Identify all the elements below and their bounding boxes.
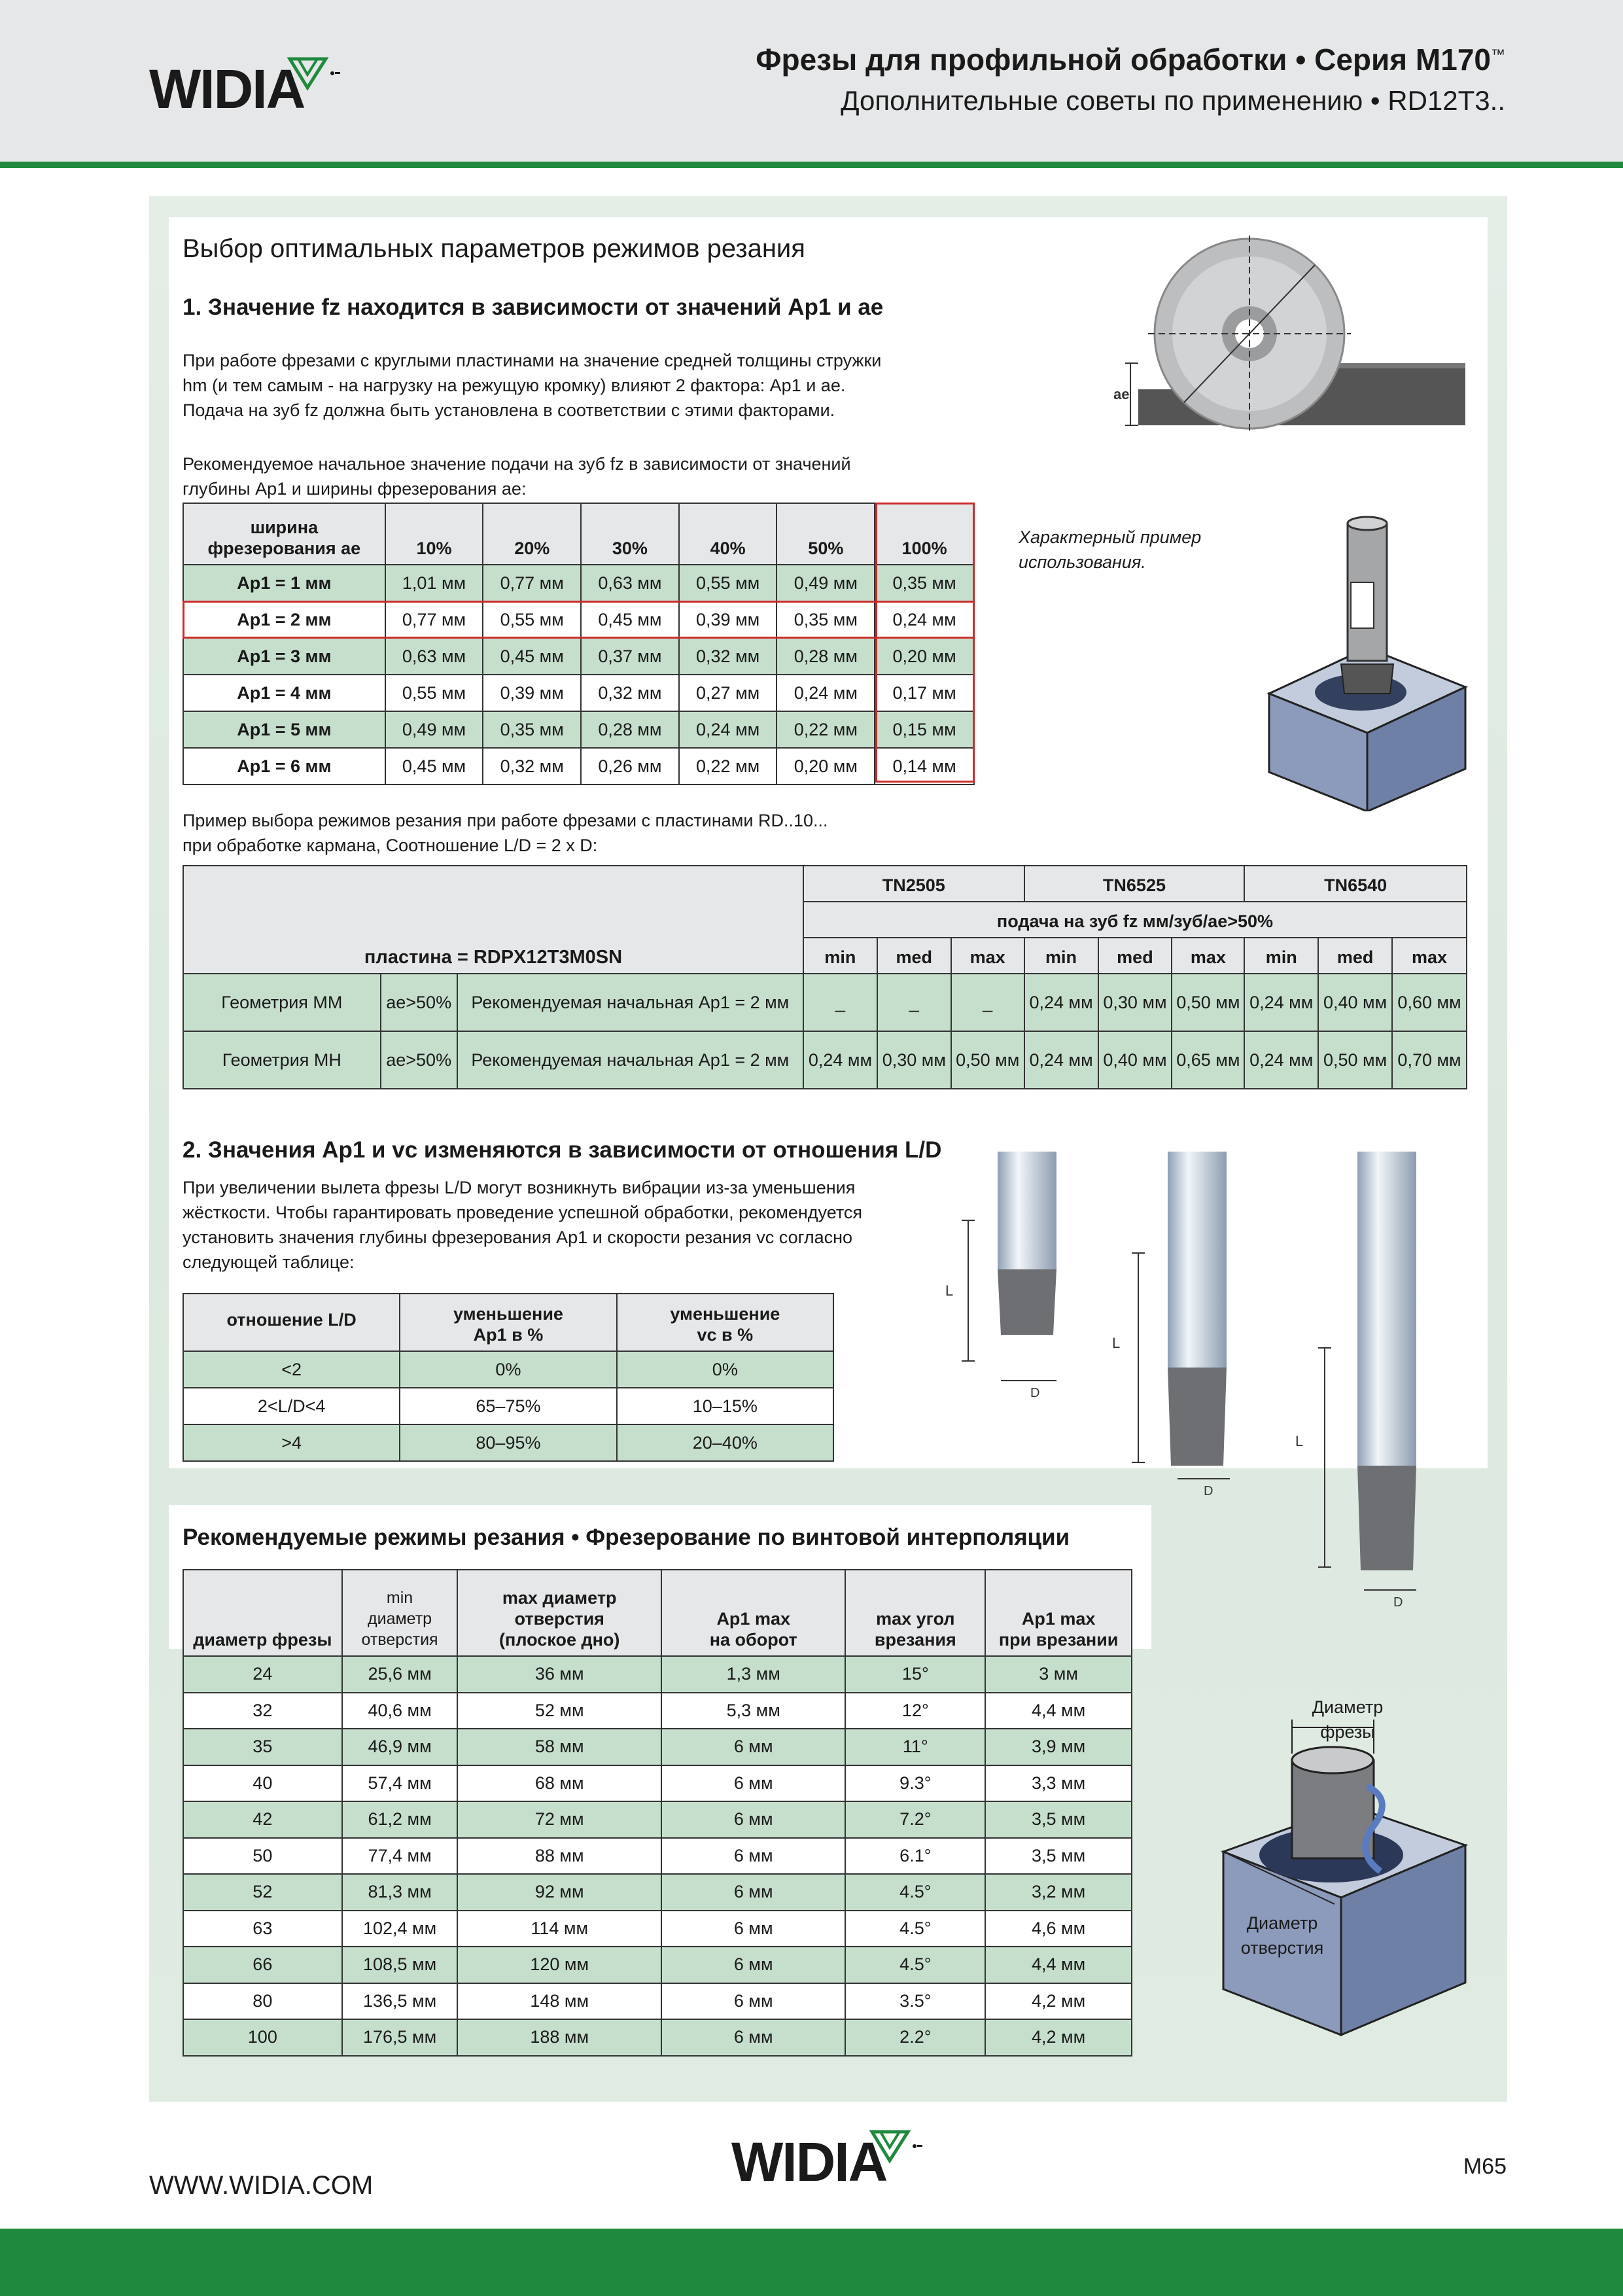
table-row (183, 1983, 1132, 2020)
cell: 6 мм (661, 1801, 845, 1838)
subcol-header: min (803, 938, 877, 974)
cell: 77,4 мм (342, 1838, 458, 1875)
table-row (183, 1693, 1132, 1729)
section1-paragraph-1 (183, 348, 1033, 423)
cell: 20–40% (617, 1424, 833, 1461)
cell: 136,5 мм (342, 1983, 458, 2020)
insert-header: пластина = RDPX12T3M0SN (183, 866, 803, 974)
cell: 176,5 мм (342, 2019, 458, 2056)
logo-triangle-icon (869, 2127, 928, 2166)
cell: 4.5° (845, 1947, 985, 1983)
cell: 4.5° (845, 1874, 985, 1911)
cell: 0,55 мм (483, 601, 581, 638)
geometry-cell: Геометрия MH (183, 1031, 381, 1089)
cell: 120 мм (457, 1947, 661, 1983)
section3-heading: Рекомендуемые режимы резания • Фрезерование по винтовой интерполяции (183, 1525, 1070, 1550)
cell: 6 мм (661, 1838, 845, 1875)
cell: 0,27 мм (679, 675, 777, 711)
label-line: Диаметр (1312, 1697, 1384, 1717)
cell: 12° (845, 1693, 985, 1729)
grade-header: TN6540 (1244, 866, 1467, 902)
header-line: отношение L/D (226, 1310, 357, 1330)
cell: 0% (400, 1351, 616, 1388)
ld-header (400, 1294, 616, 1351)
caption-line: Характерный пример (1019, 527, 1202, 547)
grade-table (183, 865, 1467, 1089)
trademark: ™ (1491, 46, 1505, 63)
cell: 52 (183, 1874, 342, 1911)
cell: 6 мм (661, 1947, 845, 1983)
rec-cell: Рекомендуемая начальная Ap1 = 2 мм (457, 974, 803, 1031)
subcol-header: max (951, 938, 1024, 974)
header-line: уменьшение (670, 1304, 780, 1324)
header-line: Ap1 max (1021, 1609, 1096, 1629)
cell: 3,5 мм (985, 1801, 1132, 1838)
table-row (183, 1729, 1132, 1765)
cell: 35 (183, 1729, 342, 1765)
cell: 6.1° (845, 1838, 985, 1875)
cell: 0,45 мм (385, 748, 483, 785)
cell: 4,6 мм (985, 1911, 1132, 1947)
cell: 0,20 мм (777, 748, 875, 785)
cell: 0,35 мм (483, 711, 581, 748)
cell: 0,30 мм (1098, 974, 1172, 1031)
cell: 0,77 мм (483, 565, 581, 601)
header-line: врезания (874, 1630, 956, 1650)
cell: <2 (183, 1351, 400, 1388)
cell: 0,32 мм (679, 638, 777, 675)
cell: 6 мм (661, 1911, 845, 1947)
table-row (183, 1947, 1132, 1983)
label-line: фрезы (1320, 1722, 1375, 1742)
cell: 63 (183, 1911, 342, 1947)
subcol-header: min (1024, 938, 1098, 974)
para-line: установить значения глубины фрезерования Ap1 и скорости резания vc согласно (183, 1227, 853, 1247)
fz-col-header: 100% (875, 503, 974, 565)
geometry-cell: Геометрия MM (183, 974, 381, 1031)
cell: 6 мм (661, 1765, 845, 1802)
length-label: L (945, 1282, 954, 1299)
ld-header (617, 1294, 833, 1351)
header-line: диаметр (368, 1610, 432, 1628)
header-line: Ap1 max (716, 1609, 790, 1629)
helix-header (457, 1570, 661, 1656)
cell: 0,35 мм (777, 601, 875, 638)
cell: 0,22 мм (679, 748, 777, 785)
cell: 0,24 мм (875, 601, 974, 638)
helix-header (342, 1570, 458, 1656)
para-line: Пример выбора режимов резания при работе фрезами с пластинами RD..10... (183, 811, 828, 830)
header-line: на оборот (709, 1630, 797, 1650)
footer-bar (0, 2229, 1623, 2296)
cell: 0,65 мм (1172, 1031, 1244, 1089)
cell: 1,3 мм (661, 1656, 845, 1693)
table-row (183, 1911, 1132, 1947)
cell: 0,45 мм (581, 601, 679, 638)
diameter-label: D (1030, 1386, 1040, 1400)
cell: 2<L/D<4 (183, 1388, 400, 1424)
cell: 0,32 мм (483, 748, 581, 785)
cell: 0,37 мм (581, 638, 679, 675)
cell: 92 мм (457, 1874, 661, 1911)
section2-paragraph (183, 1175, 1033, 1275)
cell: 4,4 мм (985, 1947, 1132, 1983)
footer-logo-text: WIDIA (731, 2131, 887, 2193)
table-row (183, 1765, 1132, 1802)
para-line: глубины Ap1 и ширины фрезерования ae: (183, 479, 527, 499)
grade-header: TN2505 (803, 866, 1024, 902)
cell: 7.2° (845, 1801, 985, 1838)
table-row (183, 748, 974, 785)
cell: 0,30 мм (877, 1031, 951, 1089)
diameter-label: D (1393, 1595, 1403, 1610)
cutter-diameter-label (1282, 1695, 1413, 1744)
cell: 81,3 мм (342, 1874, 458, 1911)
table-row (183, 638, 974, 675)
cell: 0,55 мм (679, 565, 777, 601)
table-row (183, 1031, 1467, 1089)
header-line: max угол (876, 1609, 955, 1629)
round-insert-diagram (1112, 226, 1472, 461)
grade-header: TN6525 (1024, 866, 1245, 902)
cell: _ (951, 974, 1024, 1031)
header-line: уменьшение (453, 1304, 563, 1324)
para-line: Подача на зуб fz должна быть установлена в соответствии с этими факторами. (183, 400, 835, 420)
header-line: отверстия (514, 1609, 604, 1629)
helix-header (183, 1570, 342, 1656)
row-label: Ap1 = 3 мм (183, 638, 385, 675)
cell: 40 (183, 1765, 342, 1802)
cell: 4.5° (845, 1911, 985, 1947)
header-line: отверстия (361, 1631, 438, 1649)
cell: 0,24 мм (1244, 974, 1318, 1031)
cell: 3,3 мм (985, 1765, 1132, 1802)
cell: 42 (183, 1801, 342, 1838)
cell: 100 (183, 2019, 342, 2056)
cell: 0,24 мм (803, 1031, 877, 1089)
length-label: L (1295, 1433, 1304, 1449)
cell: 24 (183, 1656, 342, 1693)
para-line: При работе фрезами с круглыми пластинами на значение средней толщины стружки (183, 351, 882, 370)
cell: 2.2° (845, 2019, 985, 2056)
table-row (183, 1424, 833, 1461)
diameter-label: D (1204, 1484, 1213, 1498)
cell: 4,2 мм (985, 1983, 1132, 2020)
cell: 88 мм (457, 1838, 661, 1875)
cell: 0,50 мм (951, 1031, 1024, 1089)
header-title-text: Фрезы для профильной обработки • Серия M170 (756, 43, 1491, 77)
cell: 102,4 мм (342, 1911, 458, 1947)
cell: 25,6 мм (342, 1656, 458, 1693)
cell: 72 мм (457, 1801, 661, 1838)
cell: 0,24 мм (1244, 1031, 1318, 1089)
cell: 80 (183, 1983, 342, 2020)
header-subtitle: Дополнительные советы по применению • RD12T3.. (841, 85, 1505, 116)
header-line: при врезании (998, 1630, 1119, 1650)
cell: 0,14 мм (875, 748, 974, 785)
cell: 4,2 мм (985, 2019, 1132, 2056)
cell: 52 мм (457, 1693, 661, 1729)
cell: 6 мм (661, 1874, 845, 1911)
cell: 0,77 мм (385, 601, 483, 638)
ae-label: ae (1113, 386, 1130, 402)
pocket-milling-illustration (1263, 510, 1472, 811)
cell: 0,24 мм (777, 675, 875, 711)
table-row (183, 1874, 1132, 1911)
length-label: L (1112, 1335, 1121, 1351)
fz-table-corner (183, 503, 385, 565)
table-row (183, 2019, 1132, 2056)
cell: 0,55 мм (385, 675, 483, 711)
cell: 0,50 мм (1318, 1031, 1392, 1089)
cell: 0,63 мм (581, 565, 679, 601)
feed-header: подача на зуб fz мм/зуб/ae>50% (803, 902, 1467, 938)
cell: 0,50 мм (1172, 974, 1244, 1031)
section1-heading: Выбор оптимальных параметров режимов резания (183, 234, 805, 263)
cell: 1,01 мм (385, 565, 483, 601)
example-caption (1019, 525, 1201, 574)
cell: >4 (183, 1424, 400, 1461)
cell: 0,22 мм (777, 711, 875, 748)
table-row (183, 601, 974, 638)
cell: 5,3 мм (661, 1693, 845, 1729)
cell: 0,20 мм (875, 638, 974, 675)
cell: 0,24 мм (1024, 1031, 1098, 1089)
fz-col-header: 30% (581, 503, 679, 565)
table-row (183, 1656, 1132, 1693)
ae-cell: ae>50% (381, 974, 457, 1031)
subcol-header: med (1098, 938, 1172, 974)
ld-header (183, 1294, 400, 1351)
section1-subheading: 1. Значение fz находится в зависимости от значений Ap1 и ae (183, 294, 884, 320)
cell: 0,40 мм (1318, 974, 1392, 1031)
cell: 0,49 мм (385, 711, 483, 748)
page-number: M65 (1463, 2154, 1507, 2179)
cell: 0,17 мм (875, 675, 974, 711)
subcol-header: max (1392, 938, 1467, 974)
cell: 80–95% (400, 1424, 616, 1461)
cell: 11° (845, 1729, 985, 1765)
cell: 0,24 мм (679, 711, 777, 748)
cell: 0,24 мм (1024, 974, 1098, 1031)
table-row (183, 1351, 833, 1388)
cell: 10–15% (617, 1388, 833, 1424)
row-label: Ap1 = 6 мм (183, 748, 385, 785)
para-line: Рекомендуемое начальное значение подачи на зуб fz в зависимости от значений (183, 454, 851, 474)
fz-col-header: 20% (483, 503, 581, 565)
section2-heading: 2. Значения Ap1 и vc изменяются в зависимости от отношения L/D (183, 1137, 942, 1163)
rec-cell: Рекомендуемая начальная Ap1 = 2 мм (457, 1031, 803, 1089)
ae-cell: ae>50% (381, 1031, 457, 1089)
cell: 114 мм (457, 1911, 661, 1947)
subcol-header: max (1172, 938, 1244, 974)
table-row (183, 675, 974, 711)
fz-col-header: 40% (679, 503, 777, 565)
cell: 0% (617, 1351, 833, 1388)
cell: 3 мм (985, 1656, 1132, 1693)
fz-col-header: 10% (385, 503, 483, 565)
cell: 0,45 мм (483, 638, 581, 675)
header-line: vc в % (697, 1325, 754, 1345)
para-line: следующей таблице: (183, 1252, 355, 1272)
cell: 0,15 мм (875, 711, 974, 748)
cell: 0,70 мм (1392, 1031, 1467, 1089)
cell: 65–75% (400, 1388, 616, 1424)
cell: 6 мм (661, 1983, 845, 2020)
cell: 0,35 мм (875, 565, 974, 601)
cell: 46,9 мм (342, 1729, 458, 1765)
cell: 3,9 мм (985, 1729, 1132, 1765)
ld-table (183, 1293, 834, 1462)
helix-header (845, 1570, 985, 1656)
para-line: жёсткости. Чтобы гарантировать проведение успешной обработки, рекомендуется (183, 1203, 863, 1222)
hm-label: hm (1269, 440, 1289, 455)
cell: 32 (183, 1693, 342, 1729)
table-row (183, 565, 974, 601)
cell: 3,2 мм (985, 1874, 1132, 1911)
header-line: max диаметр (502, 1588, 617, 1608)
cell: 0,49 мм (777, 565, 875, 601)
corner-line: фрезерования ae (207, 539, 361, 558)
fz-table (183, 503, 975, 785)
cell: 36 мм (457, 1656, 661, 1693)
subcol-header: med (877, 938, 951, 974)
cell: 0,39 мм (483, 675, 581, 711)
label-line: отверстия (1240, 1938, 1324, 1958)
label-line: Диаметр (1246, 1913, 1318, 1933)
section1-paragraph-2 (183, 451, 1033, 501)
para-line: при обработке кармана, Соотношение L/D = 2 x D: (183, 836, 598, 855)
logo-text: WIDIA (149, 58, 305, 120)
cell: 61,2 мм (342, 1801, 458, 1838)
row-label: Ap1 = 1 мм (183, 565, 385, 601)
cell: 40,6 мм (342, 1693, 458, 1729)
cell: 188 мм (457, 2019, 661, 2056)
cell: 0,32 мм (581, 675, 679, 711)
cell: 58 мм (457, 1729, 661, 1765)
cell: 57,4 мм (342, 1765, 458, 1802)
header-divider (0, 162, 1623, 168)
helix-header (985, 1570, 1132, 1656)
table-row (183, 1801, 1132, 1838)
cell: 0,28 мм (777, 638, 875, 675)
row-label: Ap1 = 5 мм (183, 711, 385, 748)
cell: 3.5° (845, 1983, 985, 2020)
table-row (183, 1388, 833, 1424)
fz-col-header: 50% (777, 503, 875, 565)
cell: 108,5 мм (342, 1947, 458, 1983)
hole-diameter-label (1230, 1911, 1335, 1960)
corner-line: ширина (250, 518, 319, 537)
cell: 0,63 мм (385, 638, 483, 675)
cell: 0,28 мм (581, 711, 679, 748)
caption-line: использования. (1019, 552, 1146, 572)
subcol-header: min (1244, 938, 1318, 974)
cell: _ (803, 974, 877, 1031)
cell: 9.3° (845, 1765, 985, 1802)
row-label: Ap1 = 4 мм (183, 675, 385, 711)
table-row (183, 1838, 1132, 1875)
cell: 0,39 мм (679, 601, 777, 638)
cell: 148 мм (457, 1983, 661, 2020)
header-line: диаметр фрезы (193, 1630, 332, 1650)
table-row (183, 974, 1467, 1031)
row-label: Ap1 = 2 мм (183, 601, 385, 638)
cell: 3,5 мм (985, 1838, 1132, 1875)
cell: 0,40 мм (1098, 1031, 1172, 1089)
cell: _ (877, 974, 951, 1031)
header-line: min (386, 1589, 413, 1607)
cell: 50 (183, 1838, 342, 1875)
cell: 15° (845, 1656, 985, 1693)
section1-paragraph-3 (183, 808, 1033, 858)
cell: 66 (183, 1947, 342, 1983)
table-row (183, 711, 974, 748)
para-line: hm (и тем самым - на нагрузку на режущую кромку) влияют 2 фактора: Ap1 и ae. (183, 376, 846, 395)
cell: 0,60 мм (1392, 974, 1467, 1031)
helix-header (661, 1570, 845, 1656)
subcol-header: med (1318, 938, 1392, 974)
cell: 68 мм (457, 1765, 661, 1802)
header-line: (плоское дно) (499, 1630, 620, 1650)
header-title (756, 42, 1505, 77)
helical-interpolation-table (183, 1569, 1132, 2057)
header-line: Ap1 в % (473, 1325, 544, 1345)
cell: 0,26 мм (581, 748, 679, 785)
cell: 6 мм (661, 2019, 845, 2056)
footer-url[interactable]: WWW.WIDIA.COM (149, 2171, 374, 2200)
fz-label: fz (1342, 434, 1353, 448)
logo-triangle-icon (287, 54, 345, 93)
cell: 4,4 мм (985, 1693, 1132, 1729)
footer-logo (731, 2127, 928, 2192)
widia-logo (149, 54, 345, 119)
cell: 6 мм (661, 1729, 845, 1765)
para-line: При увеличении вылета фрезы L/D могут возникнуть вибрации из-за уменьшения (183, 1178, 856, 1197)
